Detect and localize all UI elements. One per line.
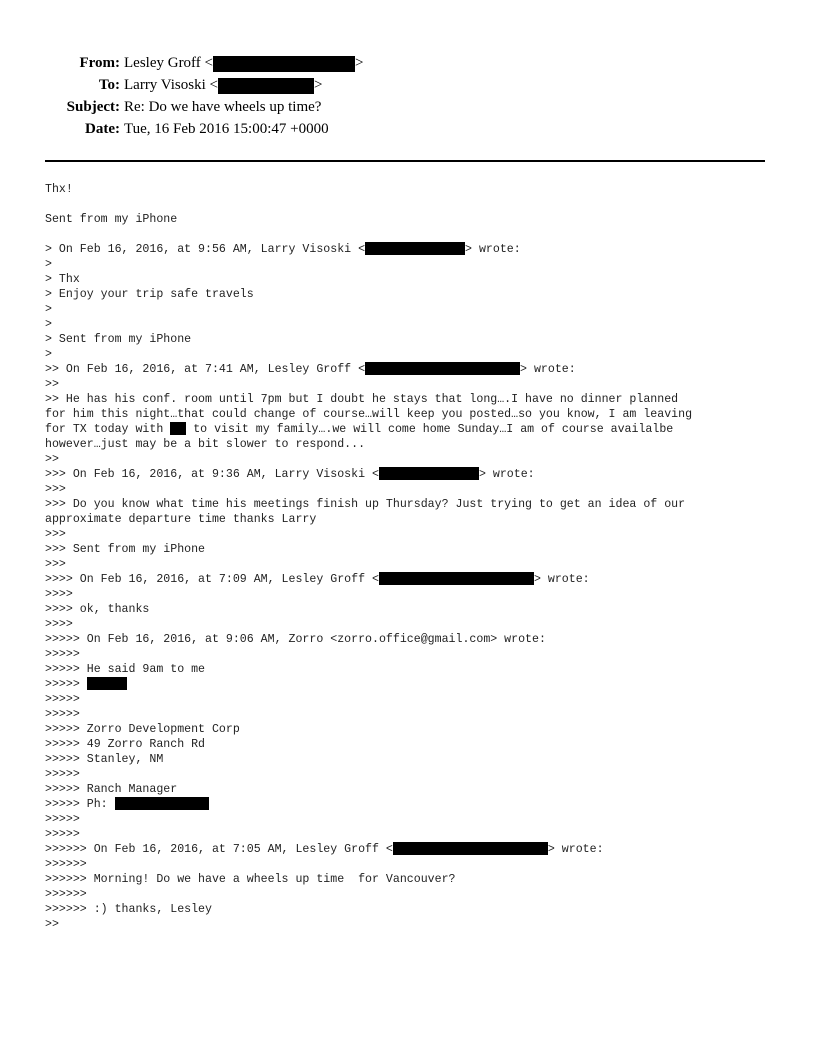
- body-line: >>>>: [45, 588, 73, 601]
- body-line: [45, 467, 785, 482]
- body-text: > wrote:: [465, 243, 521, 256]
- from-value: Lesley Groff <: [124, 55, 213, 71]
- body-line: >>>>>: [45, 693, 80, 706]
- body-line: >>: [45, 378, 59, 391]
- body-line: >>>>>> :) thanks, Lesley: [45, 903, 212, 916]
- body-line: [45, 797, 785, 812]
- body-line: [45, 842, 785, 857]
- body-text: > On Feb 16, 2016, at 9:56 AM, Larry Visoski <: [45, 243, 366, 256]
- redaction-block: [393, 842, 548, 855]
- body-text: >>>> On Feb 16, 2016, at 7:09 AM, Lesley Groff <: [45, 573, 379, 586]
- date-row: [0, 118, 816, 140]
- body-line: >>: [45, 453, 59, 466]
- body-line: >>> Do you know what time his meetings finish up Thursday? Just trying to get an idea of our: [45, 498, 686, 511]
- body-line: >>>>> On Feb 16, 2016, at 9:06 AM, Zorro <zorro.office@gmail.com> wrote:: [45, 633, 546, 646]
- body-line: >>>>: [45, 618, 73, 631]
- body-line: Thx!: [45, 183, 73, 196]
- date-label: Date:: [85, 121, 120, 137]
- date-value: Tue, 16 Feb 2016 15:00:47 +0000: [124, 121, 329, 137]
- body-line: >>>>>: [45, 648, 80, 661]
- body-line: >>>>>: [45, 813, 80, 826]
- body-text: > wrote:: [547, 843, 604, 856]
- body-text: > wrote:: [478, 468, 535, 481]
- redaction-block: [379, 467, 479, 480]
- body-line: >>>>>: [45, 828, 80, 841]
- redaction-block: [170, 422, 186, 435]
- body-line: >>>>> Stanley, NM: [45, 753, 164, 766]
- body-line: >>: [45, 918, 59, 931]
- body-text: >>>>> Ph:: [45, 798, 115, 811]
- redaction-block: [87, 677, 127, 690]
- to-row: [0, 74, 816, 96]
- body-line: [45, 677, 785, 692]
- body-line: >>>>> Zorro Development Corp: [45, 723, 240, 736]
- body-line: >>>>>>: [45, 858, 87, 871]
- from-row: [0, 52, 816, 74]
- redaction-block: [218, 78, 314, 94]
- redaction-block: [213, 56, 355, 72]
- body-line: > Enjoy your trip safe travels: [45, 288, 254, 301]
- body-line: >: [45, 258, 52, 271]
- body-line: >: [45, 318, 52, 331]
- redaction-block: [365, 362, 520, 375]
- body-text: >>> On Feb 16, 2016, at 9:36 AM, Larry Visoski <: [45, 468, 379, 481]
- from-close: >: [355, 55, 364, 71]
- body-text: > wrote:: [533, 573, 590, 586]
- redaction-block: [365, 242, 465, 255]
- to-label: To:: [98, 77, 120, 93]
- body-line: however…just may be a bit slower to respond...: [45, 438, 366, 451]
- body-line: approximate departure time thanks Larry: [45, 513, 317, 526]
- body-line: >>> Sent from my iPhone: [45, 543, 206, 556]
- body-line: > Thx: [45, 273, 80, 286]
- subject-row: [0, 96, 816, 118]
- body-line: >>>> ok, thanks: [45, 603, 150, 616]
- body-line: [45, 227, 785, 242]
- body-line: >>>>> 49 Zorro Ranch Rd: [45, 738, 206, 751]
- redaction-block: [115, 797, 209, 810]
- to-value: Larry Visoski <: [124, 77, 218, 93]
- body-line: >>>>>> Morning! Do we have a wheels up time for Vancouver?: [45, 873, 456, 886]
- body-line: [45, 242, 785, 257]
- body-line: Sent from my iPhone: [45, 213, 178, 226]
- body-line: >>>: [45, 528, 66, 541]
- body-line: [45, 422, 785, 437]
- subject-value: Re: Do we have wheels up time?: [124, 99, 322, 115]
- body-line: >> He has his conf. room until 7pm but I doubt he stays that long….I have no dinner planned: [45, 393, 679, 406]
- body-line: >>>: [45, 558, 66, 571]
- body-line: [45, 362, 785, 377]
- to-close: >: [313, 77, 323, 93]
- body-text: >>>>>: [45, 678, 87, 691]
- email-body: [45, 182, 785, 932]
- subject-label: Subject:: [66, 99, 120, 115]
- body-text: > wrote:: [520, 363, 576, 376]
- body-line: >>>>> He said 9am to me: [45, 663, 206, 676]
- body-text: to visit my family….we will come home Sunday…I am of course availalbe: [186, 423, 674, 436]
- body-line: >: [45, 303, 52, 316]
- body-text: >> On Feb 16, 2016, at 7:41 AM, Lesley Groff <: [45, 363, 366, 376]
- redaction-block: [379, 572, 534, 585]
- body-line: >>>>>>: [45, 888, 87, 901]
- body-line: >>>>>: [45, 768, 80, 781]
- from-label: From:: [79, 55, 120, 71]
- body-line: >>>>>: [45, 708, 80, 721]
- header-divider: [45, 160, 765, 162]
- body-line: >>>>> Ranch Manager: [45, 783, 178, 796]
- body-line: [45, 197, 785, 212]
- body-line: >>>: [45, 483, 66, 496]
- body-text: >>>>>> On Feb 16, 2016, at 7:05 AM, Lesley Groff <: [45, 843, 393, 856]
- body-line: > Sent from my iPhone: [45, 333, 192, 346]
- body-text: for TX today with: [45, 423, 171, 436]
- body-line: [45, 572, 785, 587]
- body-line: for him this night…that could change of course…will keep you posted…so you know, I am leaving: [45, 408, 693, 421]
- body-line: >: [45, 348, 52, 361]
